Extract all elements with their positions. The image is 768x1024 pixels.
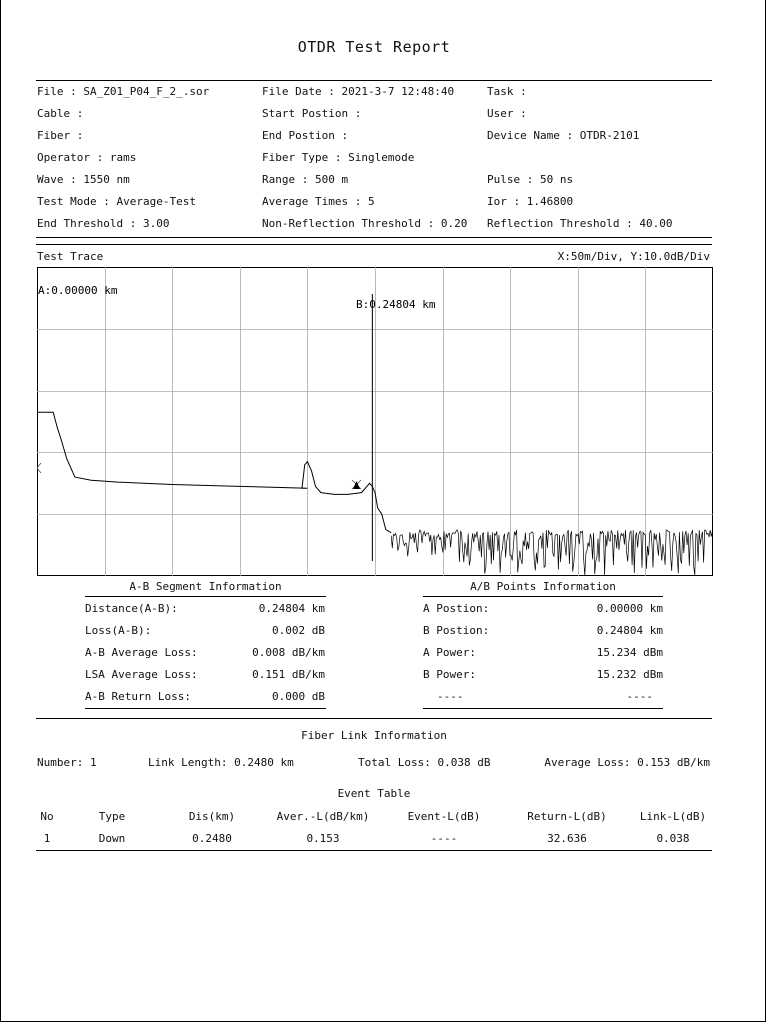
event-cell: Down — [98, 832, 126, 845]
link-top-rule — [36, 718, 712, 719]
ab-points-top-rule — [423, 596, 663, 597]
info-user: User : — [487, 107, 527, 120]
event-header-cell: Aver.-L(dB/km) — [276, 810, 370, 823]
trace-title: Test Trace — [37, 250, 104, 263]
marker-a-label: A:0.00000 km — [38, 284, 118, 297]
marker-b-label: B:0.24804 km — [356, 298, 436, 311]
info-value: 3.00 — [142, 217, 170, 230]
info-fiber: Fiber : — [37, 129, 84, 142]
info-label: Start Postion — [262, 107, 349, 120]
info-ior: Ior : 1.46800 — [487, 195, 574, 208]
info-cable: Cable : — [37, 107, 84, 120]
event-header-cell: No — [40, 810, 54, 823]
trace-chart — [37, 267, 713, 576]
event-header-cell: Event-L(dB) — [407, 810, 481, 823]
event-cell: 0.2480 — [192, 832, 232, 845]
ab-points-row-label: B Postion: — [423, 624, 490, 637]
ab-points-row-value: 15.232 dBm — [596, 668, 663, 681]
ab-points-row-value: ---- — [626, 690, 653, 703]
ab-segment-bottom-rule — [85, 708, 326, 709]
info-label: End Threshold — [37, 217, 124, 230]
link-number: Number: 1 — [37, 756, 97, 769]
info-value: 5 — [367, 195, 375, 208]
event-header-cell: Link-L(dB) — [639, 810, 707, 823]
info-value: 50 ns — [540, 173, 574, 186]
info-label: Fiber Type — [262, 151, 329, 164]
info-value: Average-Test — [116, 195, 196, 208]
info-value: OTDR-2101 — [579, 129, 640, 142]
ab-points-row-label: ---- — [437, 690, 464, 703]
info-start-postion: Start Postion : — [262, 107, 362, 120]
trace-top-rule — [36, 244, 712, 245]
event-header-cell: Return-L(dB) — [527, 810, 607, 823]
ab-segment-row-value: 0.151 dB/km — [252, 668, 325, 681]
info-device-name: Device Name : OTDR-2101 — [487, 129, 640, 142]
info-value: Singlemode — [348, 151, 415, 164]
ab-segment-row-label: A-B Average Loss: — [85, 646, 198, 659]
ab-segment-row-label: A-B Return Loss: — [85, 690, 191, 703]
info-label: File — [37, 85, 64, 98]
info-non-reflection-threshold: Non-Reflection Threshold : 0.20 — [262, 217, 468, 230]
ab-points-row-value: 15.234 dBm — [596, 646, 663, 659]
info-label: Operator — [37, 151, 90, 164]
event-cell: 0.038 — [656, 832, 690, 845]
info-test-mode: Test Mode : Average-Test — [37, 195, 196, 208]
ab-points-row-value: 0.00000 km — [596, 602, 663, 615]
ab-segment-row-value: 0.008 dB/km — [252, 646, 325, 659]
event-table-title: Event Table — [337, 787, 411, 800]
ab-segment-row-value: 0.000 dB — [272, 690, 325, 703]
info-value: 1550 nm — [83, 173, 130, 186]
ab-segment-row-value: 0.24804 km — [258, 602, 325, 615]
info-label: File Date — [262, 85, 322, 98]
info-label: Test Mode — [37, 195, 97, 208]
ab-segment-top-rule — [85, 596, 326, 597]
event-cell: 0.153 — [306, 832, 340, 845]
header-top-rule — [36, 80, 712, 81]
event-table-bottom-rule — [36, 850, 712, 851]
ab-points-title: A/B Points Information — [470, 580, 616, 593]
info-label: End Postion — [262, 129, 335, 142]
report-title: OTDR Test Report — [297, 38, 451, 56]
event-cell: 1 — [43, 832, 51, 845]
info-label: Device Name — [487, 129, 560, 142]
info-reflection-threshold: Reflection Threshold : 40.00 — [487, 217, 673, 230]
info-task: Task : — [487, 85, 527, 98]
event-header-cell: Type — [98, 810, 126, 823]
ab-points-row-value: 0.24804 km — [596, 624, 663, 637]
info-file: File : SA_Z01_P04_F_2_.sor — [37, 85, 210, 98]
info-value: 40.00 — [639, 217, 673, 230]
info-end-threshold: End Threshold : 3.00 — [37, 217, 170, 230]
info-label: Pulse — [487, 173, 521, 186]
event-cell: ---- — [430, 832, 458, 845]
info-label: Ior — [487, 195, 507, 208]
ab-segment-row-label: Distance(A-B): — [85, 602, 178, 615]
ab-points-row-label: B Power: — [423, 668, 476, 681]
info-value: SA_Z01_P04_F_2_.sor — [83, 85, 210, 98]
chart-frame — [38, 268, 713, 576]
info-operator: Operator : rams — [37, 151, 137, 164]
link-title: Fiber Link Information — [301, 729, 447, 742]
info-wave: Wave : 1550 nm — [37, 173, 130, 186]
ab-points-bottom-rule — [423, 708, 663, 709]
ab-segment-title: A-B Segment Information — [129, 580, 282, 593]
ab-segment-row-label: Loss(A-B): — [85, 624, 152, 637]
info-fiber-type: Fiber Type : Singlemode — [262, 151, 415, 164]
ab-points-row-label: A Power: — [423, 646, 476, 659]
info-pulse: Pulse : 50 ns — [487, 173, 574, 186]
trace-scale: X:50m/Div, Y:10.0dB/Div — [557, 250, 710, 263]
trace-noise — [391, 530, 712, 576]
chart-grid — [37, 267, 713, 576]
info-label: Range — [262, 173, 296, 186]
event-header-cell: Dis(km) — [188, 810, 236, 823]
info-label: Reflection Threshold — [487, 217, 620, 230]
info-label: Cable — [37, 107, 71, 120]
info-label: Non-Reflection Threshold — [262, 217, 421, 230]
info-label: Average Times — [262, 195, 349, 208]
ab-segment-row-value: 0.002 dB — [272, 624, 325, 637]
info-range: Range : 500 m — [262, 173, 349, 186]
info-value: rams — [109, 151, 137, 164]
info-label: Wave — [37, 173, 64, 186]
ab-segment-row-label: LSA Average Loss: — [85, 668, 198, 681]
info-end-postion: End Postion : — [262, 129, 349, 142]
event-cell: 32.636 — [547, 832, 587, 845]
info-label: Fiber — [37, 129, 71, 142]
ab-points-row-label: A Postion: — [423, 602, 490, 615]
link-length: Link Length: 0.2480 km — [148, 756, 294, 769]
link-total-loss: Total Loss: 0.038 dB — [358, 756, 491, 769]
info-average-times: Average Times : 5 — [262, 195, 375, 208]
info-value: 500 m — [315, 173, 349, 186]
info-value: 1.46800 — [526, 195, 574, 208]
info-file-date: File Date : 2021-3-7 12:48:40 — [262, 85, 455, 98]
info-label: Task — [487, 85, 514, 98]
info-value: 2021-3-7 12:48:40 — [341, 85, 455, 98]
info-value: 0.20 — [440, 217, 468, 230]
header-bottom-rule — [36, 237, 712, 238]
info-label: User — [487, 107, 514, 120]
link-average-loss: Average Loss: 0.153 dB/km — [544, 756, 710, 769]
